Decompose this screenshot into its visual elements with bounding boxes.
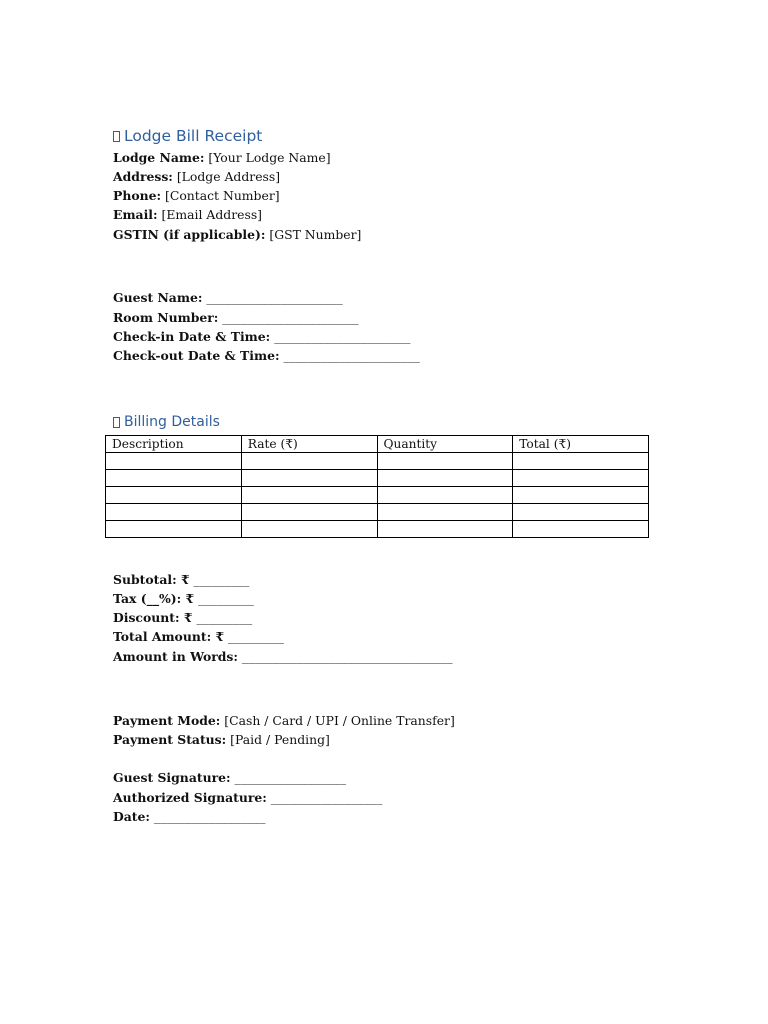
table-cell[interactable]: [241, 487, 377, 504]
tax-line: Tax (__%): ₹ _________: [113, 591, 254, 606]
table-row: [106, 504, 649, 521]
payment-status-line: Payment Status: [Paid / Pending]: [113, 732, 330, 747]
guest-signature-line: Guest Signature: __________________: [113, 770, 347, 785]
check-out-line: Check-out Date & Time: ______________________: [113, 348, 420, 363]
table-row: [106, 470, 649, 487]
table-cell[interactable]: [106, 504, 242, 521]
discount-line: Discount: ₹ _________: [113, 610, 253, 625]
table-cell[interactable]: [241, 504, 377, 521]
table-cell[interactable]: [377, 504, 513, 521]
table-cell[interactable]: [106, 470, 242, 487]
table-cell[interactable]: [513, 453, 649, 470]
placeholder-glyph-icon: [113, 417, 120, 428]
table-cell[interactable]: [377, 470, 513, 487]
column-header: Rate (₹): [241, 436, 377, 453]
billing-details-heading: [113, 412, 220, 432]
placeholder-glyph-icon: [113, 131, 120, 142]
table-cell[interactable]: [241, 470, 377, 487]
payment-mode-line: Payment Mode: [Cash / Card / UPI / Online Transfer]: [113, 713, 455, 728]
table-cell[interactable]: [513, 487, 649, 504]
lodge-email-line: Email: [Email Address]: [113, 207, 263, 222]
lodge-address-line: Address: [Lodge Address]: [113, 169, 281, 184]
table-cell[interactable]: [513, 470, 649, 487]
table-cell[interactable]: [106, 521, 242, 538]
table-cell[interactable]: [106, 453, 242, 470]
authorized-signature-line: Authorized Signature: __________________: [113, 790, 383, 805]
billing-details-title: Billing Details: [124, 414, 220, 430]
table-cell[interactable]: [377, 521, 513, 538]
lodge-name-line: Lodge Name: [Your Lodge Name]: [113, 150, 331, 165]
lodge-phone-line: Phone: [Contact Number]: [113, 188, 280, 203]
column-header: Description: [106, 436, 242, 453]
table-cell[interactable]: [241, 453, 377, 470]
table-cell[interactable]: [377, 453, 513, 470]
table-cell[interactable]: [377, 487, 513, 504]
table-header-row: [106, 436, 649, 453]
subtotal-line: Subtotal: ₹ _________: [113, 572, 250, 587]
table-cell[interactable]: [241, 521, 377, 538]
amount-in-words-line: Amount in Words: __________________________________: [113, 649, 453, 664]
room-number-line: Room Number: ______________________: [113, 310, 359, 325]
check-in-line: Check-in Date & Time: ______________________: [113, 329, 411, 344]
date-line: Date: __________________: [113, 809, 266, 824]
table-row: [106, 521, 649, 538]
receipt-title: [113, 126, 262, 146]
table-row: [106, 487, 649, 504]
table-cell[interactable]: [513, 504, 649, 521]
table-cell[interactable]: [106, 487, 242, 504]
table-row: [106, 453, 649, 470]
guest-name-line: Guest Name: ______________________: [113, 290, 343, 305]
receipt-title-text: Lodge Bill Receipt: [124, 127, 263, 145]
billing-table: [105, 435, 649, 538]
column-header: Total (₹): [513, 436, 649, 453]
lodge-gstin-line: GSTIN (if applicable): [GST Number]: [113, 227, 362, 242]
table-cell[interactable]: [513, 521, 649, 538]
column-header: Quantity: [377, 436, 513, 453]
total-amount-line: Total Amount: ₹ _________: [113, 629, 284, 644]
